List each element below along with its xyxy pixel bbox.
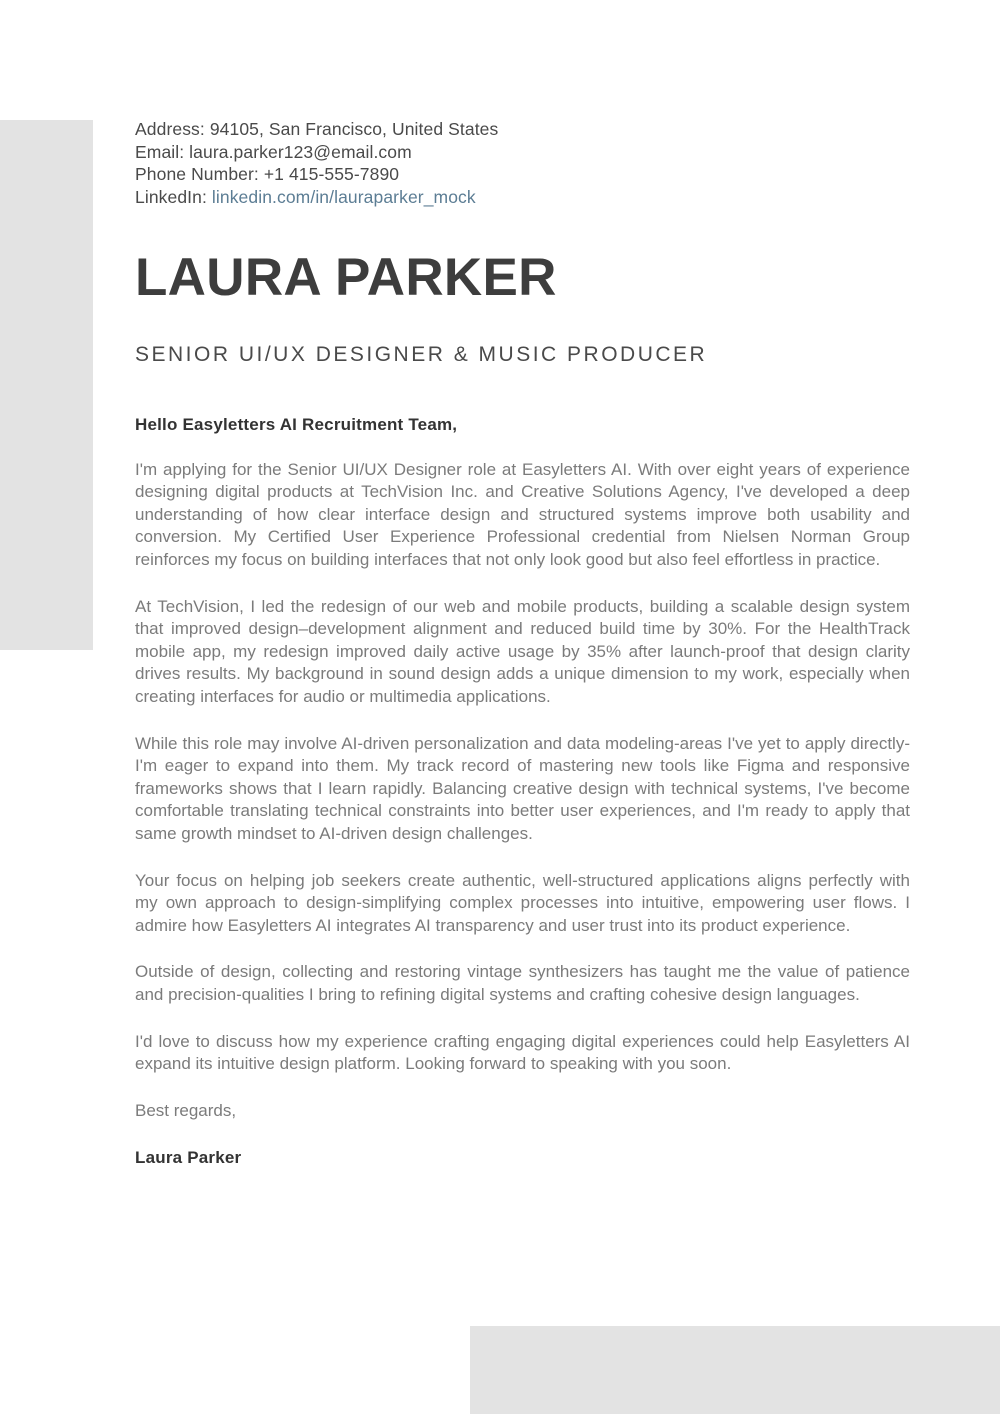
job-title-subtitle: SENIOR UI/UX DESIGNER & MUSIC PRODUCER bbox=[135, 342, 708, 366]
decorative-block-left bbox=[0, 120, 93, 650]
contact-block bbox=[135, 0, 910, 208]
contact-linkedin-label: LinkedIn: bbox=[135, 186, 212, 207]
contact-email: Email: laura.parker123@email.com bbox=[135, 141, 412, 162]
contact-phone: Phone Number: +1 415-555-7890 bbox=[135, 164, 400, 185]
letter-paragraph: At TechVision, I led the redesign of our web and mobile products, building a scalable design system that improved design–development alignment and reduced build time by 30%. For the HealthTrack mobile app, my redesign improved daily active usage by 35% after launch-proof that design clarity drives results. My background in sound design adds a unique dimension to my work, especially when creating interfaces for audio or multimedia applications. bbox=[135, 596, 910, 707]
letter-closing: Best regards, bbox=[135, 1100, 237, 1120]
cover-letter-page bbox=[135, 0, 910, 1414]
letter-greeting: Hello Easyletters AI Recruitment Team, bbox=[135, 414, 458, 434]
letter-paragraph: I'm applying for the Senior UI/UX Designer role at Easyletters AI. With over eight years of experience designing digital products at TechVision Inc. and Creative Solutions Agency, I've developed a deep understanding of how clear interface design and structured systems improve both usability and conversion. My Certified User Experience Professional credential from Nielsen Norman Group reinforces my focus on building interfaces that not only look good but also feel effortless in practice. bbox=[135, 459, 910, 570]
letter-paragraph: Outside of design, collecting and restoring vintage synthesizers has taught me the value of patience and precision-qualities I bring to refining digital systems and crafting cohesive design languages. bbox=[135, 962, 910, 1004]
letter-paragraph: Your focus on helping job seekers create authentic, well-structured applications aligns perfectly with my own approach to design-simplifying complex processes into intuitive, empowering user flows. I admire how Easyletters AI integrates AI transparency and user trust into its product experience. bbox=[135, 870, 910, 935]
letter-paragraph: I'd love to discuss how my experience crafting engaging digital experiences could help Easyletters AI expand its intuitive design platform. Looking forward to speaking with you soon. bbox=[135, 1031, 910, 1074]
letter-signature: Laura Parker bbox=[135, 1148, 242, 1168]
letter-body bbox=[135, 415, 910, 1169]
page-title: LAURA PARKER bbox=[135, 248, 557, 308]
letter-paragraph: While this role may involve AI-driven personalization and data modeling-areas I've yet to apply directly-I'm eager to expand into them. My track record of mastering new tools like Figma and responsive frameworks shows that I learn rapidly. Balancing creative design with technical systems, I've become comfortable translating technical constraints into better user experiences, and I'm ready to apply that same growth mindset to AI-driven design challenges. bbox=[135, 733, 910, 844]
contact-address: Address: 94105, San Francisco, United States bbox=[135, 119, 499, 139]
contact-linkedin bbox=[135, 186, 910, 209]
linkedin-link[interactable]: linkedin.com/in/lauraparker_mock bbox=[211, 186, 476, 207]
